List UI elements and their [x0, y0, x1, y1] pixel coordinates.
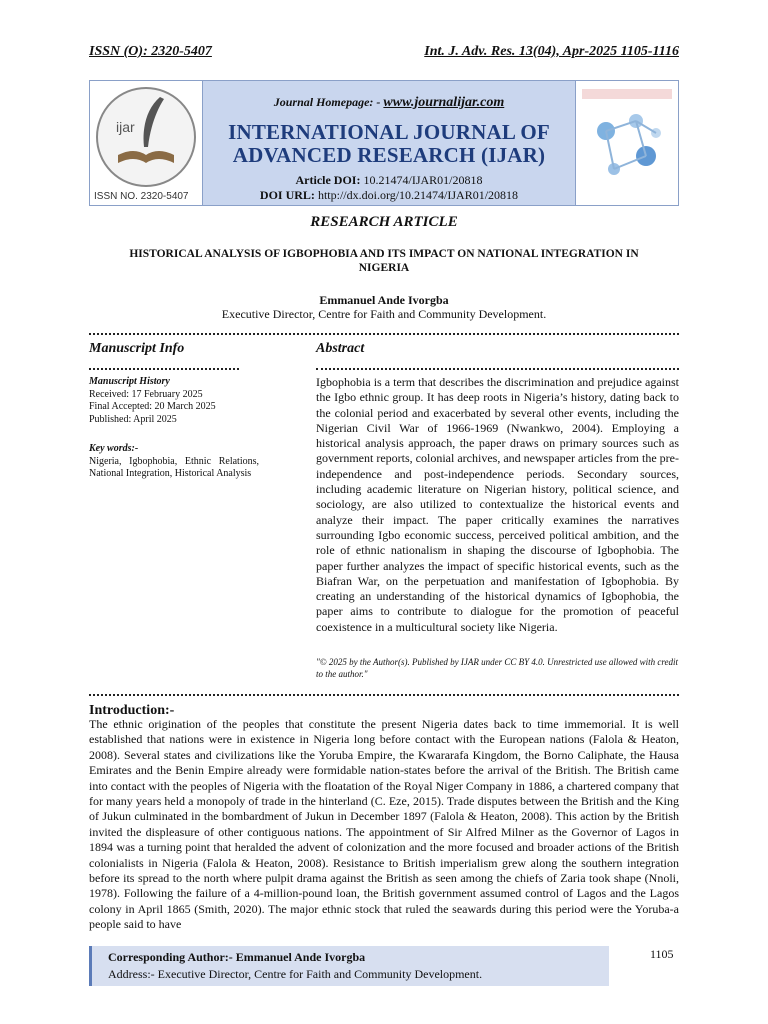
- author-address: Address:- Executive Director, Centre for Faith and Community Development.: [108, 967, 483, 981]
- author-name: Emmanuel Ande Ivorgba: [319, 293, 449, 307]
- abstract-text: Igbophobia is a term that describes the discrimination and prejudice against the Igbo ethnic group. It has deep roots in Nigeria’s history, dating back to the colonial period and exacerbated by several other events, including the Nigerian Civil War of 1966-1969 (Nwankwo, 2004). Employing a historical analysis approach, the paper draws on primary sources such as government reports, colonial archives, and newspaper articles from the pre-independence and post-independence periods. Secondary sources, including academic literature on Nigerian history, political science, and sociology, are also utilized to contextualize the historical events and analyze their impact. The paper critically examines the narratives surrounding Igbo economic success, perceived political ambition, and the role of ethnic nationalism in shaping the discourse of Igbophobia. The paper further analyzes the impact of specific historical events, such as the Biafran War, on the perpetuation and manifestation of Igbophobia. By creating an understanding of the historical dynamics of Igbophobia, the paper aims to contribute to dialogue for the promotion of peaceful coexistence in a multicultural society like Nigeria.: [316, 375, 679, 634]
- logo-issn: ISSN NO. 2320-5407: [94, 191, 189, 202]
- journal-banner: [89, 80, 679, 206]
- doiurl-label: DOI URL:: [259, 188, 315, 202]
- author-affiliation: Executive Director, Centre for Faith and Community Development.: [221, 307, 547, 321]
- divider-bottom: [89, 694, 679, 696]
- keywords-block: [89, 443, 259, 481]
- homepage-link[interactable]: www.journalijar.com: [383, 95, 505, 110]
- received-date: Received: 17 February 2025: [89, 388, 203, 400]
- abstract-heading: Abstract: [316, 341, 365, 356]
- homepage-label: Journal Homepage: -: [273, 95, 384, 109]
- corresponding-author: Corresponding Author:- Emmanuel Ande Ivorgba: [108, 950, 366, 964]
- molecule-icon: [576, 81, 678, 205]
- page-number: 1105: [650, 947, 674, 961]
- corresponding-author-box: [89, 946, 609, 986]
- journal-title-line1: INTERNATIONAL JOURNAL OF: [228, 120, 550, 144]
- license-note: "© 2025 by the Author(s). Published by IJAR under CC BY 4.0. Unrestricted use allowed with credit to the author.": [316, 657, 678, 679]
- issn-label: ISSN (O): 2320-5407: [89, 44, 212, 59]
- banner-center: [202, 81, 576, 205]
- published-date: Published: April 2025: [89, 413, 177, 425]
- doi-label: Article DOI:: [295, 173, 361, 187]
- journal-title: [202, 121, 576, 167]
- introduction-text: The ethnic origination of the peoples that constitute the present Nigeria dates back to time immemorial. It is well established that nations were in existence in Nigeria long before contact with the European nations (Falola & Heaton, 2008). Several states and civilizations like the Yoruba Empire, the Kwararafa Kingdom, the Borno Caliphate, the Hausa Emirates and the Benin Empire already were formidable nation-states before the arrival of the British. The British came into contact with the peoples of Nigeria with the floatation of the Royal Niger Company in 1886, a chartered company that for many years held a monopoly of trade in the hinterland (C. Eze, 2015). Trade disputes between the British and the King of Jukun culminated in the bombardment of Jukun in December 1897 (Falola & Heaton, 2008). This action by the British invited the displeasure of other contiguous nations. The appointment of Sir Alfred Milner as the Governor of Lagos in 1894 was a turning point that heralded the advent of colonization and the more focused and broader actions of the British colonialists in Nigeria (Falola & Heaton, 2008). Resistance to British imperialism grew along the southern integration before its spread to the north where pulpit drama against the British as seen among the chiefs of Zaria took shape (Nnoli, 1978). Following the failure of a 4-million-pound loan, the British government assumed control of Lagos and the Lagos colony in April 1865 (Smith, 2020). The major ethnic stock that ruled the seawards during this period were the Yoruba-a people said to have: [89, 717, 679, 932]
- journal-logo: [90, 81, 203, 205]
- keywords-text: Nigeria, Igbophobia, Ethnic Relations, National Integration, Historical Analysis: [89, 455, 259, 479]
- accepted-date: Final Accepted: 20 March 2025: [89, 401, 216, 412]
- journal-title-line2: ADVANCED RESEARCH (IJAR): [232, 143, 546, 167]
- article-type: RESEARCH ARTICLE: [310, 214, 458, 230]
- journal-cover-image: [575, 81, 678, 205]
- history-label: Manuscript History: [89, 376, 170, 387]
- logo-emblem: [96, 87, 196, 187]
- manuscript-history: [89, 376, 269, 426]
- quill-book-icon: [98, 89, 194, 185]
- doiurl-value[interactable]: http://dx.doi.org/10.21474/IJAR01/20818: [317, 188, 519, 202]
- running-header: [89, 44, 679, 60]
- doi-block: [202, 173, 576, 203]
- divider-abstract: [316, 368, 679, 370]
- divider-top: [89, 333, 679, 335]
- keywords-label: Key words:-: [89, 443, 139, 454]
- citation-label: Int. J. Adv. Res. 13(04), Apr-2025 1105-1116: [424, 44, 679, 59]
- introduction-heading: Introduction:-: [89, 703, 175, 718]
- doi-value[interactable]: 10.21474/IJAR01/20818: [363, 173, 483, 187]
- paper-title: HISTORICAL ANALYSIS OF IGBOPHOBIA AND ITS IMPACT ON NATIONAL INTEGRATION IN NIGERIA: [129, 248, 639, 274]
- homepage-line: [202, 95, 576, 111]
- manuscript-info-heading: Manuscript Info: [89, 341, 185, 356]
- logo-text: ijar: [116, 119, 135, 135]
- divider-manuscript: [89, 368, 239, 370]
